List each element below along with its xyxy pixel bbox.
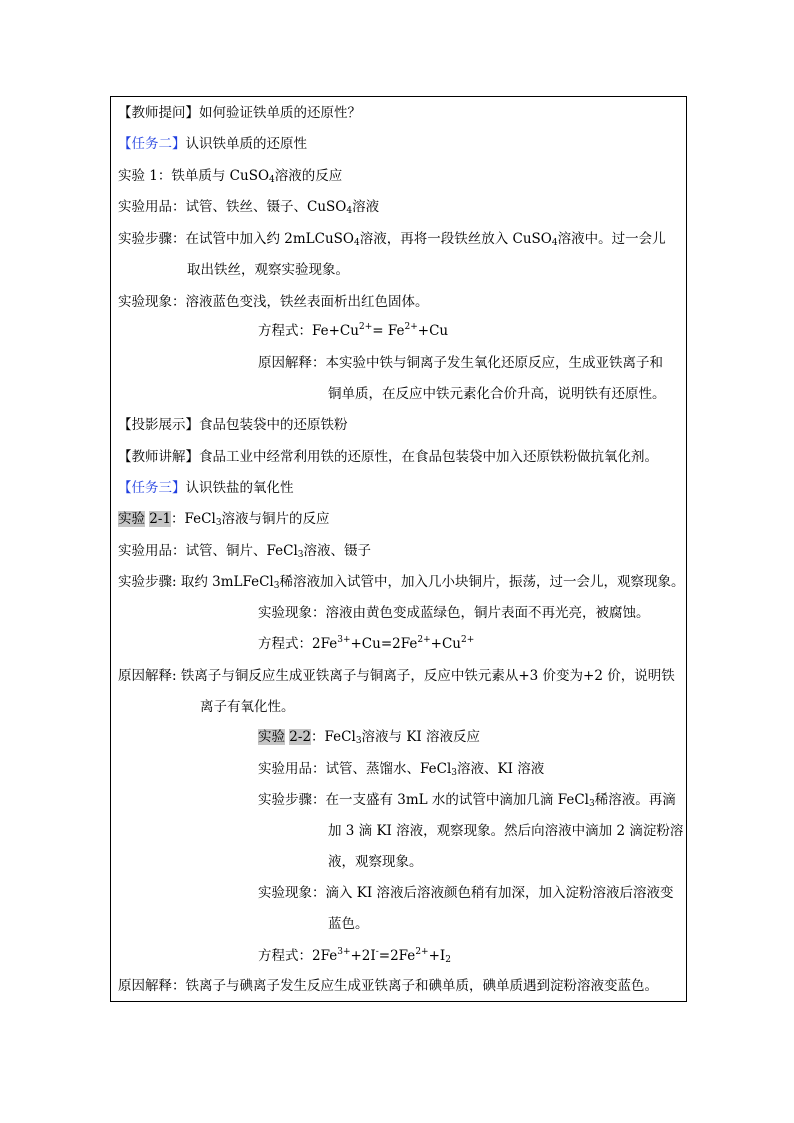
teacher-explanation: 【教师讲解】食品工业中经常利用铁的还原性，在食品包装袋中加入还原铁粉做抗氧化剂。 <box>118 449 658 465</box>
experiment-2-2-steps-cont-1: 加 3 滴 KI 溶液，观察现象。然后向溶液中滴加 2 滴淀粉溶 <box>328 823 684 839</box>
experiment-1-steps-cont: 取出铁丝，观察实验现象。 <box>187 262 349 278</box>
experiment-2-2-title: 实验 2-2：FeCl$_3$溶液与 KI 溶液反应 <box>258 729 481 746</box>
experiment-2-2-phenomenon: 实验现象：滴入 KI 溶液后溶液颜色稍有加深，加入淀粉溶液后溶液变 <box>258 885 674 901</box>
experiment-2-2-steps-cont-2: 液，观察现象。 <box>328 854 423 870</box>
task-three-heading: 【任务三】认识铁盐的氧化性 <box>118 480 294 496</box>
experiment-1-explanation: 原因解释：本实验中铁与铜离子发生氧化还原反应，生成亚铁离子和 <box>258 355 663 371</box>
experiment-1-explanation-cont: 铜单质，在反应中铁元素化合价升高，说明铁有还原性。 <box>328 386 666 402</box>
experiment-2-1-materials: 实验用品：试管、铜片、FeCl$_3$溶液、镊子 <box>118 543 371 560</box>
experiment-1-phenomenon: 实验现象：溶液蓝色变浅，铁丝表面析出红色固体。 <box>118 294 429 310</box>
experiment-2-1-explanation: 原因解释: 铁离子与铜反应生成亚铁离子与铜离子，反应中铁元素从+3 价变为+2 价，说明铁 <box>118 668 675 684</box>
experiment-2-2-equation: 方程式：$2Fe^{3+}+2I^-=2Fe^{2+}+I_2$ <box>258 947 451 965</box>
experiment-2-1-phenomenon: 实验现象：溶液由黄色变成蓝绿色，铜片表面不再光亮，被腐蚀。 <box>258 605 650 621</box>
experiment-2-1-explanation-cont: 离子有氧化性。 <box>200 699 295 715</box>
experiment-2-1-equation: 方程式：$2Fe^{3+}+Cu=2Fe^{2+}+Cu^{2+}$ <box>258 635 475 652</box>
experiment-2-2-materials: 实验用品：试管、蒸馏水、FeCl$_3$溶液、KI 溶液 <box>258 761 545 778</box>
experiment-1-materials: 实验用品：试管、铁丝、镊子、CuSO$_4$溶液 <box>118 199 380 216</box>
experiment-1-title: 实验 1：铁单质与 CuSO$_4$溶液的反应 <box>118 168 343 185</box>
experiment-2-2-explanation: 原因解释：铁离子与碘离子发生反应生成亚铁离子和碘单质，碘单质遇到淀粉溶液变蓝色。 <box>118 978 658 994</box>
experiment-1-steps: 实验步骤：在试管中加入约 2mLCuSO$_4$溶液，再将一段铁丝放入 CuSO$_4$溶液中。过一会儿 <box>118 231 666 248</box>
task-two-heading: 【任务二】认识铁单质的还原性 <box>118 136 307 152</box>
experiment-2-2-steps: 实验步骤：在一支盛有 3mL 水的试管中滴加几滴 FeCl$_3$稀溶液。再滴 <box>258 792 676 809</box>
experiment-2-1-title: 实验 2-1：FeCl$_3$溶液与铜片的反应 <box>118 511 330 528</box>
experiment-2-2-phenomenon-cont: 蓝色。 <box>328 916 369 932</box>
experiment-1-equation: 方程式：$Fe+Cu^{2+}= Fe^{2+}+Cu$ <box>258 322 449 339</box>
experiment-2-1-steps: 实验步骤: 取约 3mLFeCl$_3$稀溶液加入试管中，加入几小块铜片，振荡，过一会儿，观察现象。 <box>118 574 685 591</box>
projection-display: 【投影展示】食品包装袋中的还原铁粉 <box>118 417 348 433</box>
teacher-question: 【教师提问】如何验证铁单质的还原性？ <box>118 105 361 121</box>
